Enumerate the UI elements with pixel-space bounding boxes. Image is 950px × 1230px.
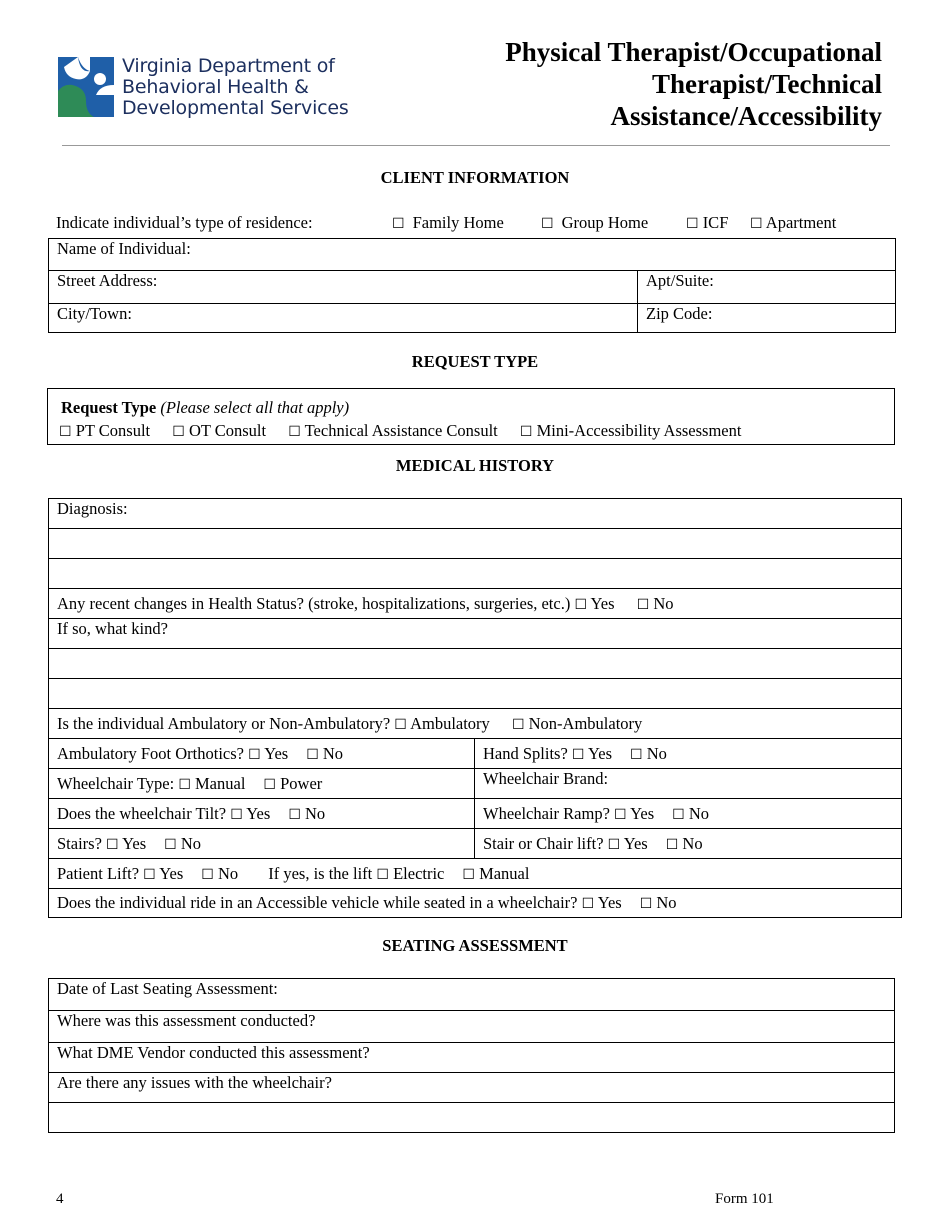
ot-consult-option[interactable] bbox=[172, 421, 266, 440]
residence-apartment-option[interactable] bbox=[750, 213, 836, 233]
request-type-label-row bbox=[61, 396, 894, 419]
wheelchair-type-question: Wheelchair Type: bbox=[57, 773, 175, 793]
wheelchair-tilt-yes-checkbox[interactable]: ☐ bbox=[230, 806, 243, 823]
wheelchair-type-cell bbox=[49, 769, 475, 799]
stairs-yes-label: Yes bbox=[122, 833, 147, 853]
icf-checkbox[interactable]: ☐ bbox=[686, 216, 699, 232]
residence-type-label: Indicate individual’s type of residence: bbox=[56, 213, 313, 232]
lift-manual-checkbox[interactable]: ☐ bbox=[462, 866, 475, 883]
hand-splits-yes-label: Yes bbox=[588, 743, 613, 763]
mini-accessibility-option[interactable] bbox=[520, 421, 742, 440]
dme-vendor-label: What DME Vendor conducted this assessment? bbox=[57, 1043, 370, 1062]
seating-date-label: Date of Last Seating Assessment: bbox=[57, 979, 278, 998]
health-change-kind-label: If so, what kind? bbox=[57, 619, 168, 638]
page-number: 4 bbox=[56, 1191, 64, 1207]
header-divider bbox=[62, 145, 890, 146]
wheelchair-power-checkbox[interactable]: ☐ bbox=[263, 776, 276, 793]
dbhds-logo-icon bbox=[56, 55, 116, 119]
seating-location-field[interactable] bbox=[49, 1011, 895, 1043]
hand-splits-yes-checkbox[interactable]: ☐ bbox=[571, 746, 585, 763]
org-name-line1: Virginia Department of bbox=[122, 55, 335, 77]
dme-vendor-field[interactable] bbox=[49, 1043, 895, 1073]
stair-lift-no-label: No bbox=[682, 833, 703, 853]
wheelchair-manual-label: Manual bbox=[195, 773, 246, 793]
wheelchair-ramp-question: Wheelchair Ramp? bbox=[483, 803, 610, 823]
residence-type-row bbox=[56, 213, 896, 233]
stairs-yes-checkbox[interactable]: ☐ bbox=[106, 836, 119, 853]
wheelchair-brand-label: Wheelchair Brand: bbox=[483, 769, 609, 788]
form-title-line2: Therapist/Technical bbox=[651, 69, 882, 99]
mini-accessibility-label: Mini-Accessibility Assessment bbox=[536, 421, 742, 440]
form-title bbox=[462, 36, 882, 132]
org-name-line3: Developmental Services bbox=[122, 97, 349, 119]
patient-lift-yes-label: Yes bbox=[159, 863, 184, 883]
technical-assistance-checkbox[interactable]: ☐ bbox=[288, 424, 301, 440]
wheelchair-ramp-yes-label: Yes bbox=[630, 803, 655, 823]
medical-history-table bbox=[48, 498, 902, 918]
request-type-options bbox=[59, 419, 894, 444]
street-address-label: Street Address: bbox=[57, 271, 158, 290]
foot-orthotics-yes-checkbox[interactable]: ☐ bbox=[248, 746, 261, 763]
residence-family-home-option[interactable] bbox=[392, 213, 504, 233]
name-field[interactable] bbox=[49, 239, 896, 271]
wheelchair-tilt-cell bbox=[49, 799, 475, 829]
wheelchair-brand-field[interactable] bbox=[475, 769, 902, 799]
group-home-label: Group Home bbox=[561, 213, 649, 232]
apartment-label: Apartment bbox=[765, 213, 837, 232]
stair-lift-yes-label: Yes bbox=[623, 833, 648, 853]
hand-splits-question: Hand Splits? bbox=[483, 743, 568, 763]
patient-lift-yes-checkbox[interactable]: ☐ bbox=[143, 866, 156, 883]
org-name-line2: Behavioral Health & bbox=[122, 76, 309, 98]
wheelchair-ramp-yes-checkbox[interactable]: ☐ bbox=[614, 806, 627, 823]
seating-location-label: Where was this assessment conducted? bbox=[57, 1011, 316, 1030]
wheelchair-issues-line-2[interactable] bbox=[49, 1103, 895, 1133]
apt-suite-field[interactable] bbox=[638, 271, 896, 304]
apartment-checkbox[interactable]: ☐ bbox=[750, 216, 763, 232]
wheelchair-ramp-no-checkbox[interactable]: ☐ bbox=[672, 806, 685, 823]
foot-orthotics-no-checkbox[interactable]: ☐ bbox=[306, 746, 319, 763]
stair-lift-yes-checkbox[interactable]: ☐ bbox=[607, 836, 621, 853]
stairs-no-checkbox[interactable]: ☐ bbox=[164, 836, 177, 853]
patient-lift-no-checkbox[interactable]: ☐ bbox=[201, 866, 214, 883]
wheelchair-tilt-question: Does the wheelchair Tilt? bbox=[57, 803, 227, 823]
hand-splits-no-label: No bbox=[646, 743, 667, 763]
group-home-checkbox[interactable]: ☐ bbox=[541, 216, 554, 232]
wheelchair-issues-label: Are there any issues with the wheelchair? bbox=[57, 1073, 332, 1092]
icf-label: ICF bbox=[702, 213, 729, 232]
city-town-field[interactable] bbox=[49, 304, 638, 333]
org-name bbox=[122, 56, 349, 119]
form-title-line3: Assistance/Accessibility bbox=[610, 101, 882, 131]
health-change-kind-field[interactable] bbox=[49, 619, 902, 649]
accessible-vehicle-no-checkbox[interactable]: ☐ bbox=[639, 896, 653, 912]
health-change-line-3[interactable] bbox=[49, 679, 902, 709]
name-label: Name of Individual: bbox=[57, 239, 191, 258]
technical-assistance-option[interactable] bbox=[288, 421, 498, 440]
request-type-note: (Please select all that apply) bbox=[160, 398, 350, 417]
accessible-vehicle-question: Does the individual ride in an Accessible vehicle while seated in a wheelchair? bbox=[57, 893, 578, 912]
residence-icf-option[interactable] bbox=[686, 213, 728, 233]
ambulatory-row bbox=[49, 709, 902, 739]
client-info-heading: CLIENT INFORMATION bbox=[380, 168, 570, 187]
ot-consult-checkbox[interactable]: ☐ bbox=[172, 424, 185, 440]
ot-consult-label: OT Consult bbox=[188, 421, 267, 440]
form-title-line1: Physical Therapist/Occupational bbox=[505, 37, 882, 67]
wheelchair-issues-field[interactable] bbox=[49, 1073, 895, 1103]
ambulatory-checkbox[interactable]: ☐ bbox=[394, 716, 407, 733]
wheelchair-power-label: Power bbox=[280, 773, 323, 793]
diagnosis-line-3[interactable] bbox=[49, 559, 902, 589]
health-status-no-label: No bbox=[653, 593, 674, 613]
patient-lift-row bbox=[49, 859, 902, 889]
lift-electric-label: Electric bbox=[393, 863, 445, 883]
stairs-no-label: No bbox=[180, 833, 201, 853]
wheelchair-tilt-no-label: No bbox=[305, 803, 326, 823]
accessible-vehicle-yes-label: Yes bbox=[597, 893, 622, 912]
diagnosis-label: Diagnosis: bbox=[57, 499, 128, 518]
accessible-vehicle-row bbox=[49, 889, 902, 918]
family-home-checkbox[interactable]: ☐ bbox=[392, 216, 405, 232]
pt-consult-option[interactable] bbox=[59, 421, 150, 440]
seating-assessment-heading: SEATING ASSESSMENT bbox=[382, 936, 568, 955]
pt-consult-checkbox[interactable]: ☐ bbox=[59, 424, 72, 440]
accessible-vehicle-no-label: No bbox=[656, 893, 677, 912]
accessible-vehicle-yes-checkbox[interactable]: ☐ bbox=[581, 896, 595, 912]
wheelchair-ramp-cell bbox=[475, 799, 902, 829]
diagnosis-field[interactable] bbox=[49, 499, 902, 529]
medical-history-heading: MEDICAL HISTORY bbox=[395, 456, 555, 475]
residence-group-home-option[interactable] bbox=[541, 213, 648, 233]
foot-orthotics-cell bbox=[49, 739, 475, 769]
hand-splits-no-checkbox[interactable]: ☐ bbox=[630, 746, 643, 763]
wheelchair-manual-checkbox[interactable]: ☐ bbox=[178, 776, 191, 793]
hand-splits-cell bbox=[475, 739, 902, 769]
non-ambulatory-checkbox[interactable]: ☐ bbox=[511, 716, 525, 733]
pt-consult-label: PT Consult bbox=[75, 421, 151, 440]
health-status-question: Any recent changes in Health Status? (stroke, hospitalizations, surgeries, etc.) bbox=[57, 593, 571, 613]
lift-type-question: If yes, is the lift bbox=[268, 863, 373, 883]
zip-code-label: Zip Code: bbox=[646, 304, 713, 323]
city-town-label: City/Town: bbox=[57, 304, 132, 323]
health-status-yes-label: Yes bbox=[590, 593, 615, 613]
diagnosis-line-2[interactable] bbox=[49, 529, 902, 559]
non-ambulatory-label: Non-Ambulatory bbox=[528, 713, 643, 733]
zip-code-field[interactable] bbox=[638, 304, 896, 333]
request-type-label: Request Type bbox=[61, 398, 157, 417]
apt-suite-label: Apt/Suite: bbox=[646, 271, 714, 290]
technical-assistance-label: Technical Assistance Consult bbox=[304, 421, 498, 440]
mini-accessibility-checkbox[interactable]: ☐ bbox=[519, 424, 533, 440]
lift-manual-label: Manual bbox=[479, 863, 530, 883]
patient-lift-question: Patient Lift? bbox=[57, 863, 140, 883]
stair-lift-no-checkbox[interactable]: ☐ bbox=[665, 836, 679, 853]
health-status-row bbox=[49, 589, 902, 619]
health-change-line-2[interactable] bbox=[49, 649, 902, 679]
foot-orthotics-yes-label: Yes bbox=[264, 743, 289, 763]
family-home-label: Family Home bbox=[412, 213, 504, 232]
health-status-yes-checkbox[interactable]: ☐ bbox=[574, 596, 588, 613]
street-address-field[interactable] bbox=[49, 271, 638, 304]
form-number: Form 101 bbox=[715, 1191, 774, 1207]
health-status-no-checkbox[interactable]: ☐ bbox=[636, 596, 650, 613]
ambulatory-label: Ambulatory bbox=[410, 713, 490, 733]
client-info-table bbox=[48, 238, 896, 333]
request-type-box bbox=[47, 388, 895, 445]
request-type-heading: REQUEST TYPE bbox=[411, 352, 539, 371]
seating-date-field[interactable] bbox=[49, 979, 895, 1011]
stairs-cell bbox=[49, 829, 475, 859]
wheelchair-ramp-no-label: No bbox=[688, 803, 709, 823]
foot-orthotics-question: Ambulatory Foot Orthotics? bbox=[57, 743, 244, 763]
stair-lift-question: Stair or Chair lift? bbox=[483, 833, 604, 853]
wheelchair-tilt-no-checkbox[interactable]: ☐ bbox=[288, 806, 301, 823]
wheelchair-tilt-yes-label: Yes bbox=[246, 803, 271, 823]
foot-orthotics-no-label: No bbox=[322, 743, 344, 763]
lift-electric-checkbox[interactable]: ☐ bbox=[376, 866, 389, 883]
stairs-question: Stairs? bbox=[57, 833, 102, 853]
stair-lift-cell bbox=[475, 829, 902, 859]
seating-assessment-table bbox=[48, 978, 895, 1133]
ambulatory-question: Is the individual Ambulatory or Non-Ambulatory? bbox=[57, 713, 391, 733]
patient-lift-no-label: No bbox=[217, 863, 239, 883]
